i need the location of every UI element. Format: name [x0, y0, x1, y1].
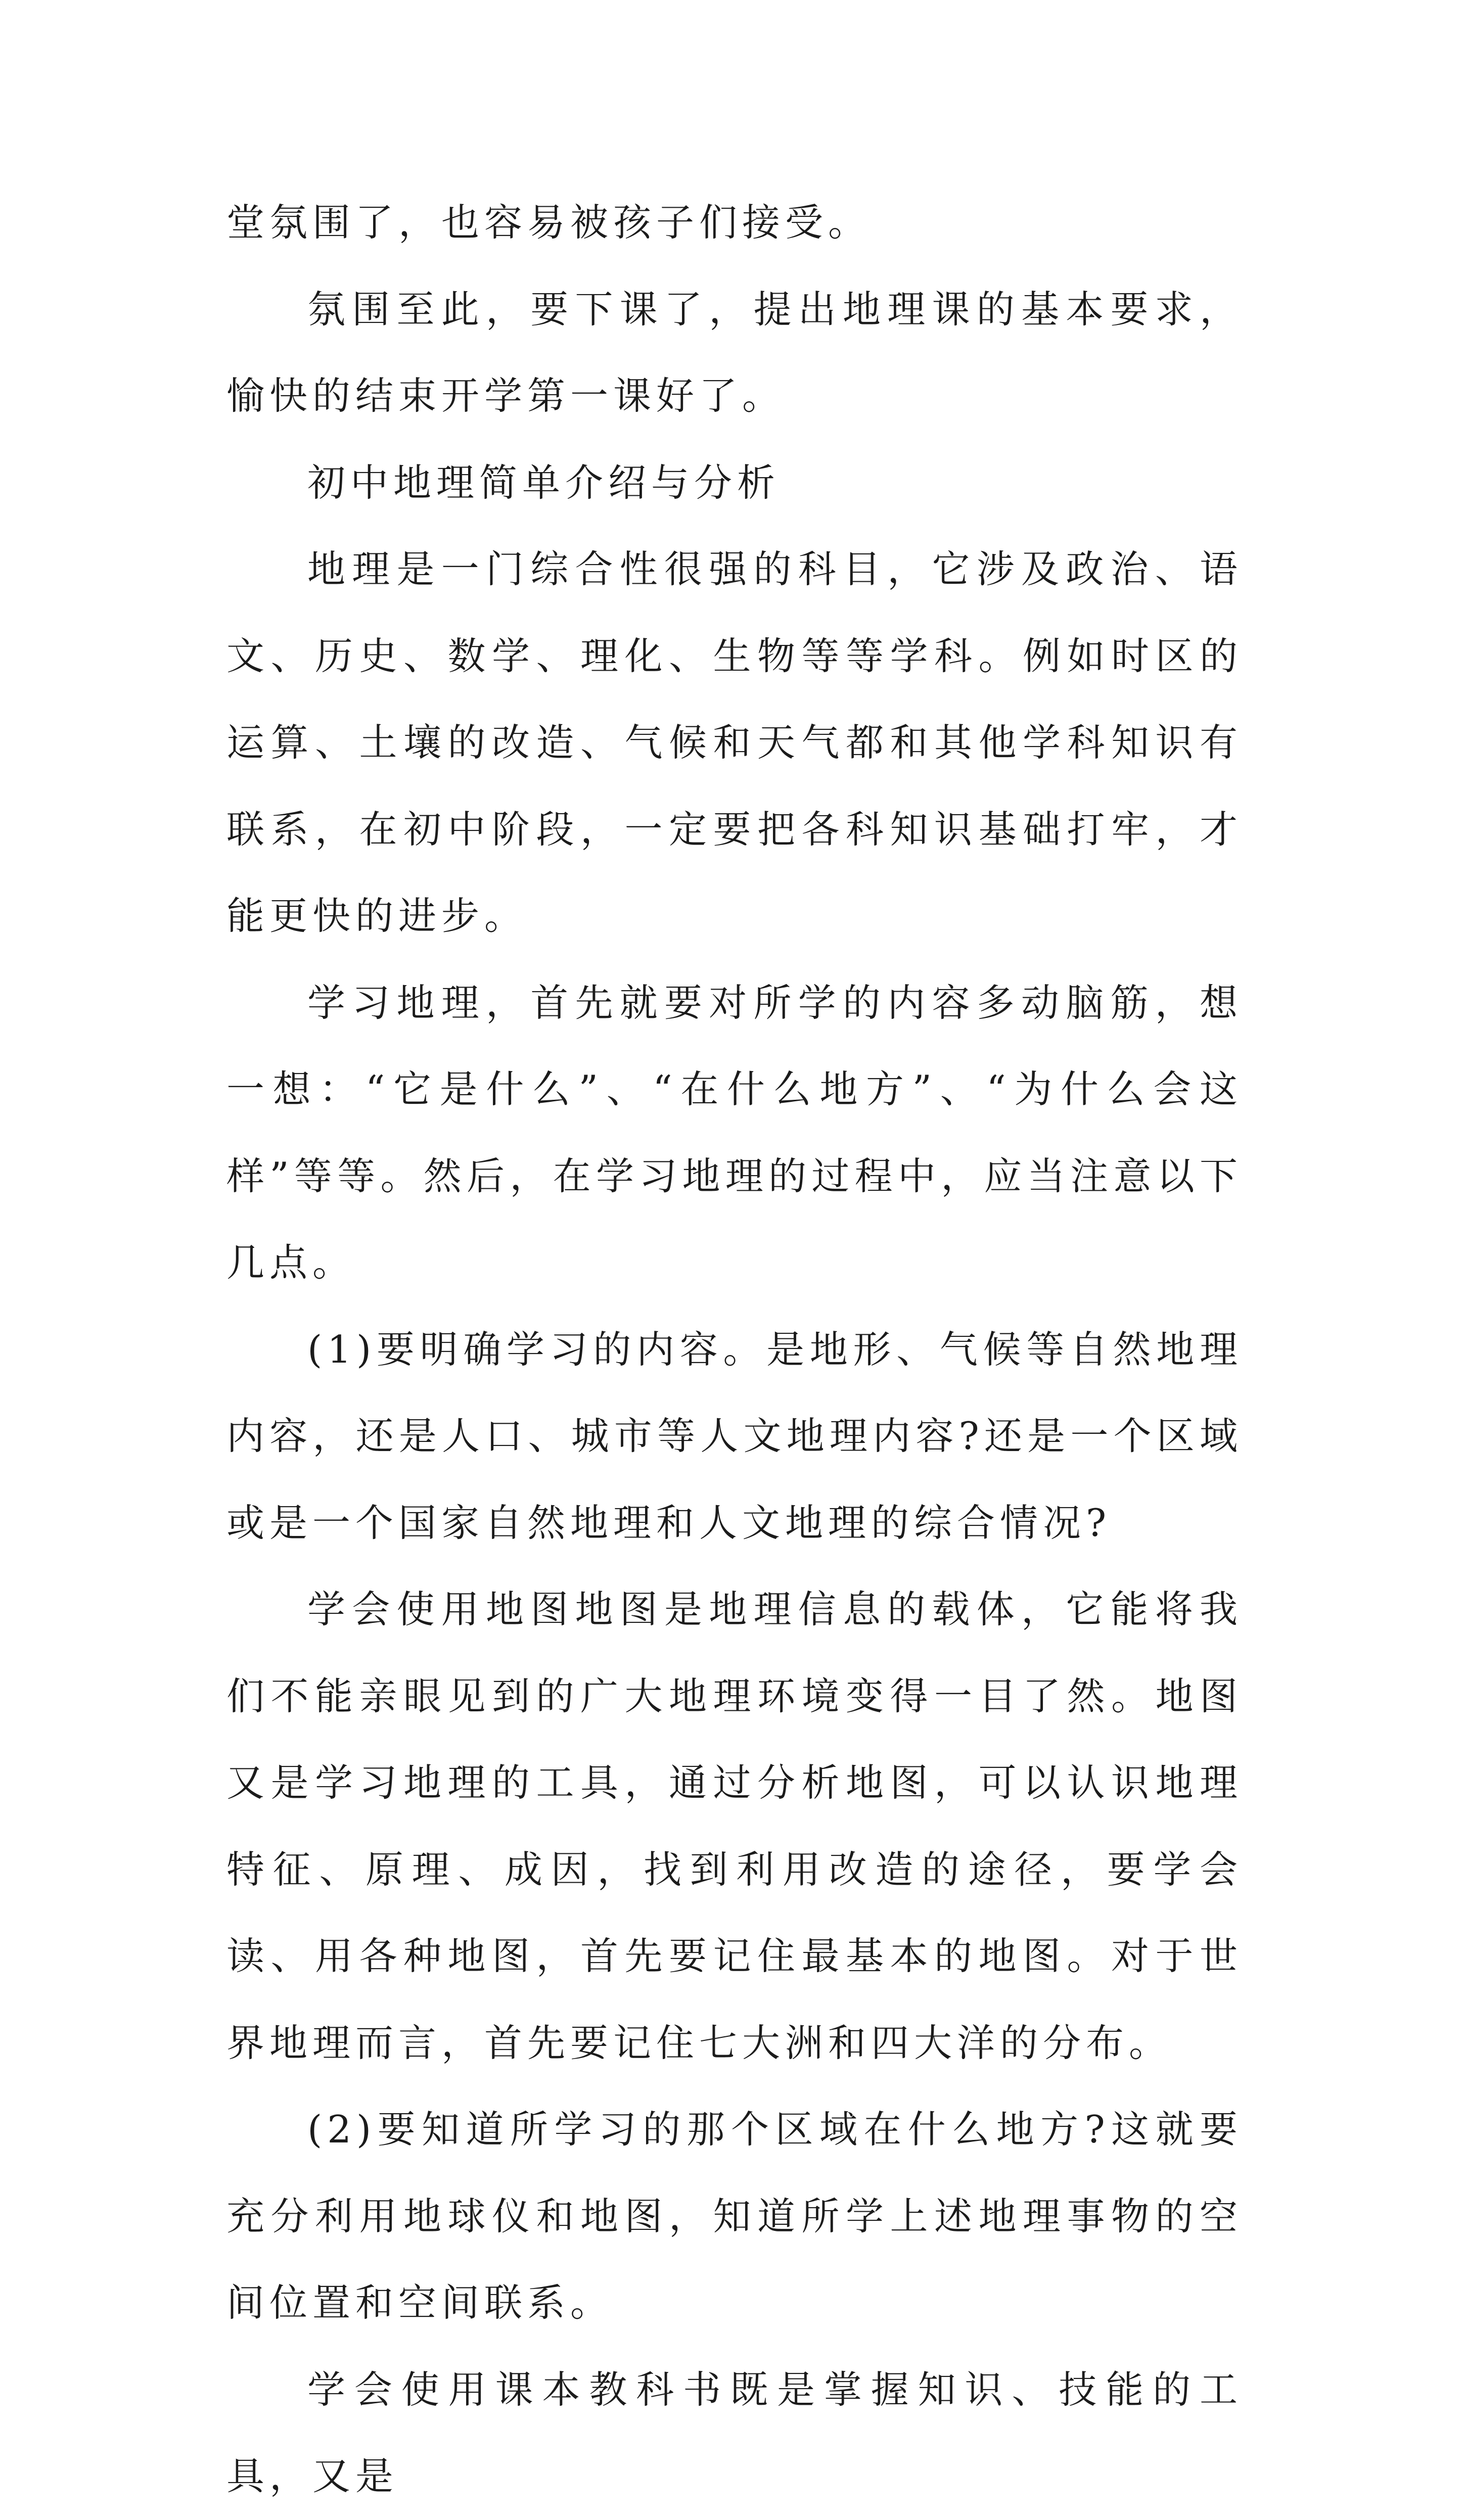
paragraph: (2)要知道所学习的那个区域在什么地方?这就要充分利用地球仪和地图，知道所学上述地理事物的空间位置和空间联系。 [226, 2107, 1243, 2325]
paragraph: 学习地理，首先就要对所学的内容多动脑筋，想一想：“它是什么”、“在什么地方”、“为什么会这样”等等。然后，在学习地理的过程中，应当注意以下几点。 [226, 980, 1243, 1285]
paragraph: 学会使用地图地图是地理信息的载体，它能将我们不能亲眼见到的广大地理环境变得一目了然。地图又是学习地理的工具，通过分析地图，可以认识地理特征、原理、成因，找到利用改造的途径，要学会读、用各种地图，首先要记住最基本的地图。对于世界地理而言，首先要记住七大洲和四大洋的分布。 [226, 1587, 1243, 2065]
document-body [226, 179, 1243, 2520]
paragraph: (1)要明确学习的内容。是地形、气候等自然地理内容，还是人口、城市等人文地理内容?还是一个区域或是一个国家自然地理和人文地理的综合情况? [226, 1327, 1243, 1545]
section-heading: 初中地理简单介绍与分析 [307, 460, 781, 505]
paragraph-continuation: 堂氛围了，也容易被孩子们接受。 [226, 200, 872, 245]
paragraph: 地理是一门综合性很强的科目，它涉及政治、语文、历史、数学、理化、生物等等学科。例如时区的运算、土壤的改造、气候和天气都和其他学科知识有联系，在初中阶段，一定要把各科知识基础打牢，才能更快的进步。 [226, 547, 1243, 938]
paragraph: 学会使用课本教科书既是掌握知识、技能的工具，又是 [226, 2367, 1243, 2498]
paragraph: 氛围至此，要下课了，提出地理课的基本要求，愉快的结束开学第一课好了。 [226, 287, 1243, 418]
